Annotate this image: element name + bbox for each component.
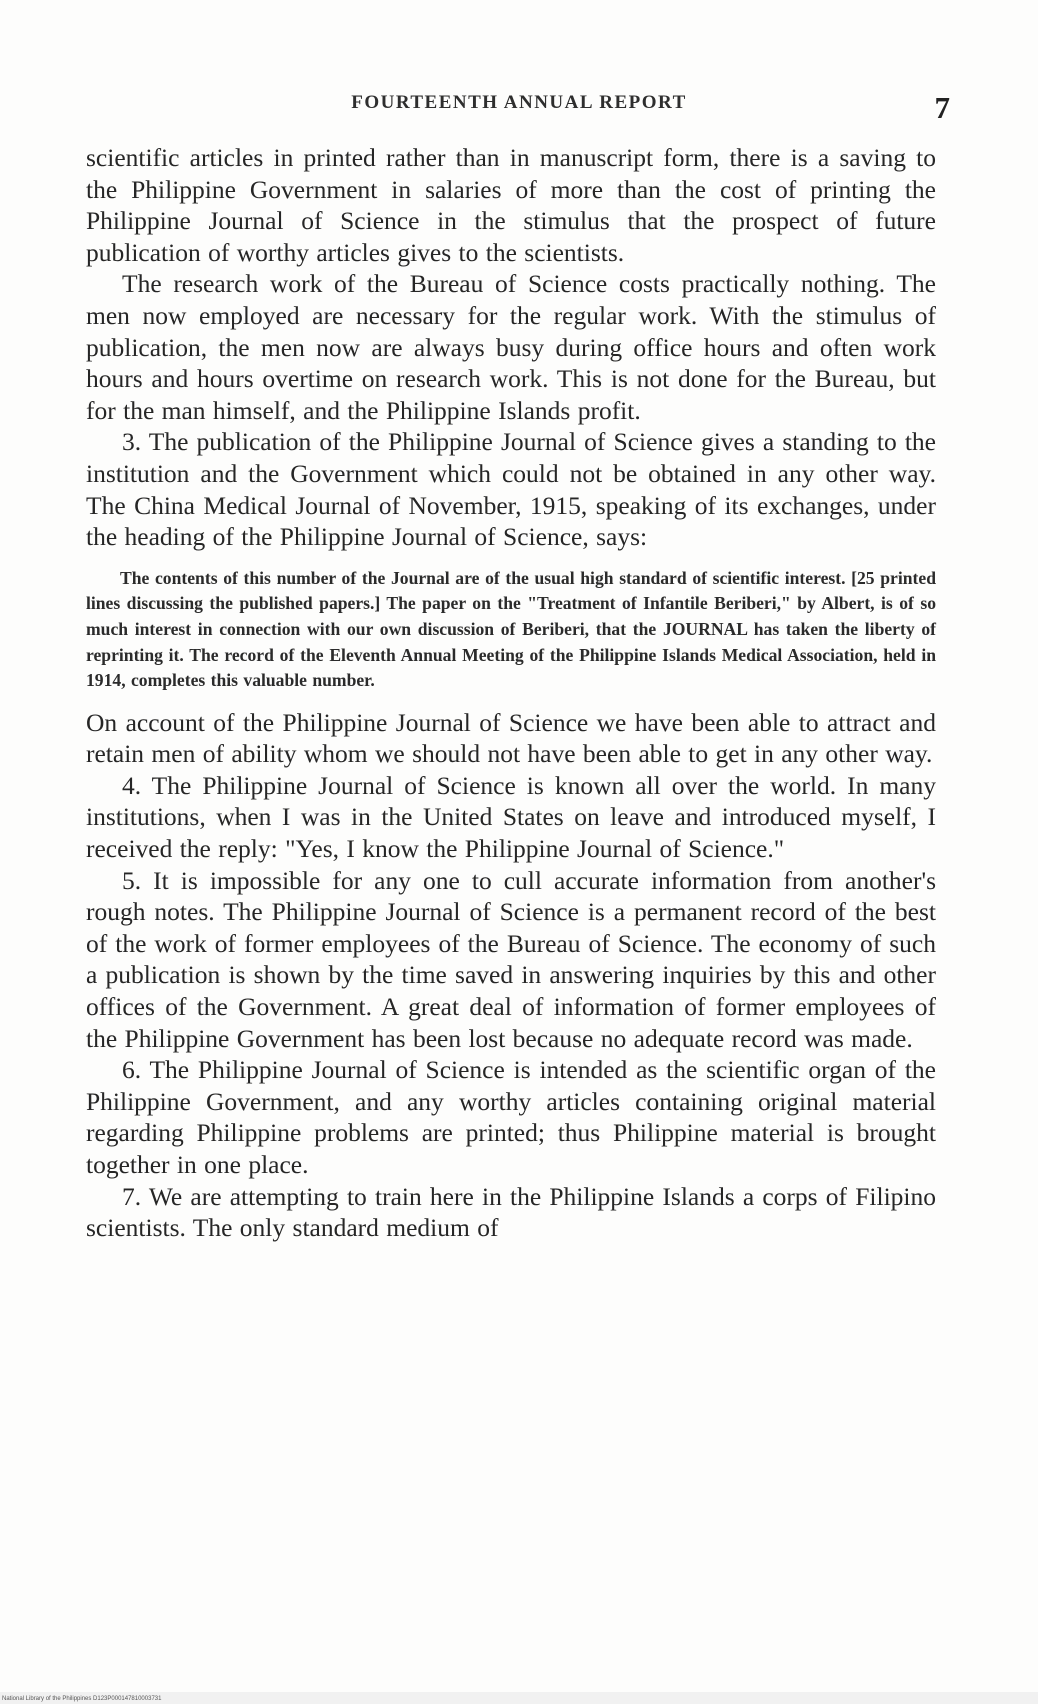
paragraph-continued: scientific articles in printed rather than in manuscript form, there is a saving to the Philippine Government in salaries of more than the cost of printing the Philippine Journal of Science in the stimulus that the prospect of future publication of worthy articles gives to the scientists.	[86, 143, 936, 267]
paragraph-item-4: 4. The Philippine Journal of Science is known all over the world. In many institutions, when I was in the United States on leave and introduced myself, I received the reply: "Yes, I know the Philippine Journal of Science."	[86, 770, 936, 864]
running-head: FOURTEENTH ANNUAL REPORT	[351, 92, 687, 113]
paragraph-item-3: 3. The publication of the Philippine Journal of Science gives a standing to the institution and the Government which could not be obtained in any other way. The China Medical Journal of November, 1915, speaking of its exchanges, under the heading of the Philippine Journal of Science, says:	[86, 427, 936, 552]
paragraph-attract-men: On account of the Philippine Journal of Science we have been able to attract and retain men of ability whom we should not have been able to get in any other way.	[86, 707, 936, 769]
paragraph-item-7: 7. We are attempting to train here in the Philippine Islands a corps of Filipino scientists. The only standard medium of	[86, 1181, 936, 1243]
paragraph-research-work: The research work of the Bureau of Science costs practically nothing. The men now employed are necessary for the regular work. With the stimulus of publication, the men now are always busy during office hours and often work hours and hours overtime on research work. This is not done for the Bureau, but for the man himself, and the Philippine Islands profit.	[86, 269, 936, 425]
body-text	[86, 142, 936, 1244]
page-number: 7	[934, 90, 950, 125]
paragraph-item-6: 6. The Philippine Journal of Science is intended as the scientific organ of the Philippine Government, and any worthy articles containing original material regarding Philippine problems are printed; thus Philippine material is brought together in one place.	[86, 1055, 936, 1179]
block-quote-china-medical-journal: The contents of this number of the Journal are of the usual high standard of scientific interest. [25 printed lines discussing the published papers.] The paper on the "Treatment of Infantile Beriberi," by Albert, is of so much interest in connection with our own discussion of Beriberi, that the JOURNAL has taken the liberty of reprinting it. The record of the Eleventh Annual Meeting of the Philippine Islands Medical Association, held in 1914, completes this valuable number.	[86, 567, 936, 691]
library-footer-label: National Library of the Philippines D123P000147810003731	[2, 1696, 162, 1702]
page-header	[88, 92, 950, 132]
paragraph-item-5: 5. It is impossible for any one to cull accurate information from another's rough notes. The Philippine Journal of Science is a permanent record of the best of the work of former employees of the Bureau of Science. The economy of such a publication is shown by the time saved in answering inquiries by this and other offices of the Government. A great deal of information of former employees of the Philippine Government has been lost because no adequate record was made.	[86, 865, 936, 1053]
